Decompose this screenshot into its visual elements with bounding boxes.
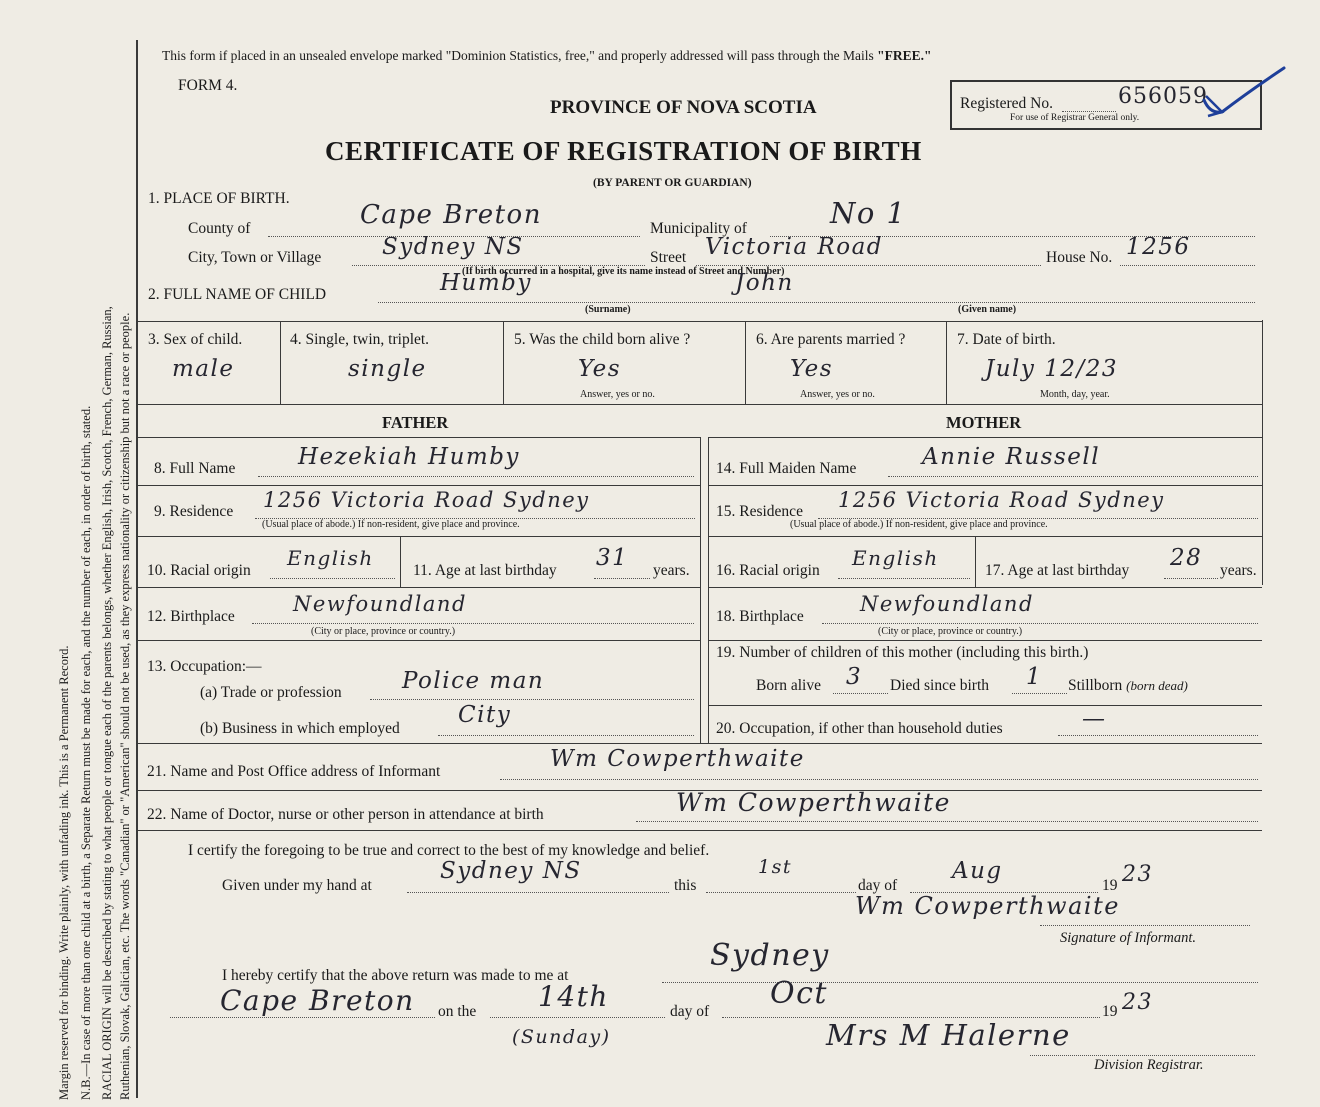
county-value: Cape Breton	[360, 200, 542, 230]
registrar-day-of-label: day of	[670, 1003, 710, 1020]
father-birthplace-label: 12. Birthplace	[147, 608, 235, 625]
margin-binding-note: Margin reserved for binding. Write plainly, with unfading ink. This is a Permanent Record.	[57, 645, 71, 1100]
father-birthplace-note: (City or place, province or country.)	[311, 626, 456, 637]
mother-birthplace-note: (City or place, province or country.)	[878, 626, 1023, 637]
father-trade-label: (a) Trade or profession	[200, 684, 342, 701]
given-name-note: (Given name)	[958, 304, 1017, 315]
registrar-signature: Mrs M Halerne	[826, 1018, 1071, 1052]
registrar-signature-label: Division Registrar.	[1094, 1057, 1204, 1073]
stillborn-label: Stillborn (born dead)	[1068, 677, 1188, 694]
given-day-value: 1st	[758, 856, 792, 878]
informant-signature-label: Signature of Informant.	[1060, 930, 1197, 946]
sex-value: male	[172, 356, 235, 382]
city-label: City, Town or Village	[188, 249, 322, 266]
registrar-day-value: 14th	[538, 980, 609, 1013]
mother-birthplace-label: 18. Birthplace	[716, 608, 804, 625]
doctor-value: Wm Cowperthwaite	[676, 788, 951, 817]
father-occupation-label: 13. Occupation:—	[147, 658, 262, 675]
certify-statement: I certify the foregoing to be true and correct to the best of my knowledge and belief.	[188, 842, 710, 859]
born-alive-value: Yes	[578, 356, 622, 382]
father-age-label: 11. Age at last birthday	[413, 562, 557, 579]
died-since-birth-label: Died since birth	[890, 677, 990, 694]
mother-residence-label: 15. Residence	[716, 503, 803, 520]
father-residence-note: (Usual place of abode.) If non-resident, give place and province.	[262, 519, 520, 530]
mother-name-label: 14. Full Maiden Name	[716, 460, 857, 477]
given-place-value: Sydney NS	[440, 858, 582, 884]
house-number-label: House No.	[1046, 249, 1113, 266]
born-alive-count-label: Born alive	[756, 677, 821, 694]
married-label: 6. Are parents married ?	[756, 331, 906, 348]
born-alive-note: Answer, yes or no.	[580, 389, 655, 400]
registered-number-label: Registered No.	[960, 95, 1053, 112]
given-year-prefix: 19	[1102, 877, 1118, 894]
mother-occupation-value: —	[1082, 706, 1107, 732]
mother-years-label: years.	[1220, 562, 1257, 579]
mail-notice: This form if placed in an unsealed envelope marked "Dominion Statistics, free," and properly addressed will pass through the Mails "FREE."	[162, 48, 932, 63]
registrar-year-prefix: 19	[1102, 1003, 1118, 1020]
left-border	[136, 40, 138, 1098]
registrar-county-value: Cape Breton	[220, 984, 415, 1017]
mother-birthplace-value: Newfoundland	[860, 592, 1034, 616]
father-name-value: Hezekiah Humby	[298, 444, 520, 470]
father-heading: FATHER	[382, 413, 449, 432]
margin-multiple-birth-note: N.B.—In case of more than one child at a birth, a Separate Return must be made for each, and the number of each, in order of birth, stated.	[79, 405, 93, 1100]
margin-racial-origin-note-2: Ruthenian, Slovak, Galician, etc. The words "Canadian" or "American" should not be used, as they express nationality or citizenship but not a race or people.	[118, 312, 132, 1100]
child-given-name-value: John	[735, 270, 794, 296]
mother-residence-value: 1256 Victoria Road Sydney	[838, 488, 1165, 512]
married-note: Answer, yes or no.	[800, 389, 875, 400]
married-value: Yes	[790, 356, 834, 382]
registrar-year-value: 23	[1122, 990, 1153, 1015]
child-surname-value: Humby	[440, 270, 532, 296]
father-years-label: years.	[653, 562, 690, 579]
registrar-month-value: Oct	[770, 976, 828, 1011]
died-since-birth-value: 1	[1026, 664, 1043, 690]
form-number: FORM 4.	[178, 77, 238, 94]
born-alive-count-value: 3	[846, 664, 863, 690]
page-subtitle: (BY PARENT OR GUARDIAN)	[593, 177, 752, 189]
street-value: Victoria Road	[705, 234, 884, 260]
mother-racial-origin-value: English	[852, 546, 939, 570]
father-age-value: 31	[596, 545, 629, 571]
registrar-certify-statement: I hereby certify that the above return was made to me at	[222, 967, 569, 984]
place-of-birth-heading: 1. PLACE OF BIRTH.	[148, 190, 290, 207]
given-month-value: Aug	[952, 858, 1003, 884]
dob-label: 7. Date of birth.	[957, 331, 1056, 348]
informant-signature: Wm Cowperthwaite	[855, 892, 1120, 920]
father-residence-label: 9. Residence	[154, 503, 234, 520]
mother-age-label: 17. Age at last birthday	[985, 562, 1130, 579]
father-name-label: 8. Full Name	[154, 460, 236, 477]
surname-note: (Surname)	[585, 304, 631, 315]
right-border	[1262, 320, 1263, 585]
father-business-value: City	[458, 702, 512, 728]
registered-number-note: For use of Registrar General only.	[1010, 113, 1140, 123]
informant-label: 21. Name and Post Office address of Informant	[147, 763, 441, 780]
mother-name-value: Annie Russell	[922, 444, 1101, 470]
doctor-label: 22. Name of Doctor, nurse or other person in attendance at birth	[147, 806, 544, 823]
sex-label: 3. Sex of child.	[148, 331, 243, 348]
this-label: this	[674, 877, 697, 894]
mother-children-label: 19. Number of children of this mother (including this birth.)	[716, 644, 1089, 661]
father-racial-origin-label: 10. Racial origin	[147, 562, 251, 579]
single-value: single	[348, 356, 427, 382]
dob-note: Month, day, year.	[1040, 389, 1110, 400]
father-trade-value: Police man	[402, 668, 545, 694]
mother-residence-note: (Usual place of abode.) If non-resident, give place and province.	[790, 519, 1048, 530]
check-mark-icon	[1200, 62, 1292, 120]
given-under-hand-label: Given under my hand at	[222, 877, 372, 894]
on-the-label: on the	[438, 1003, 477, 1020]
municipality-value: No 1	[830, 196, 907, 230]
page-title: CERTIFICATE OF REGISTRATION OF BIRTH	[325, 136, 922, 166]
mother-age-value: 28	[1170, 545, 1203, 571]
registered-number-value: 656059	[1118, 84, 1208, 109]
given-day-of-label: day of	[858, 877, 898, 894]
city-value: Sydney NS	[382, 234, 524, 260]
father-residence-value: 1256 Victoria Road Sydney	[263, 488, 590, 512]
dob-value: July 12/23	[985, 356, 1118, 382]
municipality-label: Municipality of	[650, 220, 747, 237]
mother-heading: MOTHER	[946, 413, 1022, 432]
hospital-note: (If birth occurred in a hospital, give its name instead of Street and Number)	[462, 266, 785, 277]
father-business-label: (b) Business in which employed	[200, 720, 400, 737]
registrar-day-note: (Sunday)	[512, 1026, 611, 1048]
child-name-label: 2. FULL NAME OF CHILD	[148, 286, 327, 303]
county-label: County of	[188, 220, 251, 237]
father-racial-origin-value: English	[287, 546, 374, 570]
informant-value: Wm Cowperthwaite	[550, 746, 805, 772]
single-label: 4. Single, twin, triplet.	[290, 331, 430, 348]
street-label: Street	[650, 249, 687, 266]
given-year-value: 23	[1122, 862, 1153, 887]
born-alive-label: 5. Was the child born alive ?	[514, 331, 691, 348]
mother-occupation-label: 20. Occupation, if other than household duties	[716, 720, 1003, 737]
father-birthplace-value: Newfoundland	[293, 592, 467, 616]
mother-racial-origin-label: 16. Racial origin	[716, 562, 820, 579]
house-number-value: 1256	[1126, 234, 1191, 260]
province-heading: PROVINCE OF NOVA SCOTIA	[550, 97, 817, 118]
registrar-place-value: Sydney	[710, 938, 830, 973]
margin-racial-origin-note: RACIAL ORIGIN will be described by stating to what people or tongue each of the parents belongs, whether English, Irish, Scotch, French, German, Russian,	[100, 306, 114, 1100]
